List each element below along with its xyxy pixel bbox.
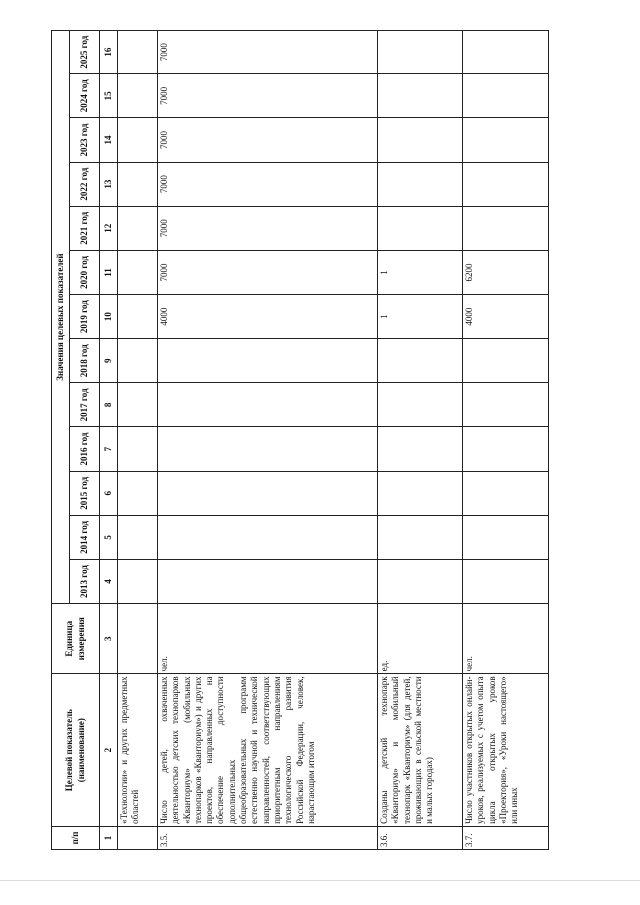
- row-value: [378, 31, 463, 74]
- row-value: [463, 559, 549, 603]
- row-value: [378, 339, 463, 383]
- col-number: 15: [100, 74, 118, 118]
- row-value: [463, 427, 549, 471]
- row-value: 7000: [158, 250, 378, 294]
- col-number: 6: [100, 471, 118, 515]
- row-value: 7000: [158, 206, 378, 250]
- row-value: [158, 339, 378, 383]
- row-value: [118, 162, 158, 206]
- table-row: [118, 31, 158, 850]
- header-indicator: Целевой показатель (наименование): [52, 674, 100, 827]
- row-unit: ед.: [378, 604, 463, 674]
- header-year: 2014 год: [70, 515, 100, 559]
- row-value: [463, 206, 549, 250]
- row-value: [158, 515, 378, 559]
- row-value: 4000: [158, 295, 378, 339]
- row-value: [118, 515, 158, 559]
- table-row: [158, 31, 378, 850]
- row-value: [118, 206, 158, 250]
- row-value: [378, 427, 463, 471]
- header-year: 2025 год: [70, 31, 100, 74]
- row-value: [118, 383, 158, 427]
- row-value: [158, 471, 378, 515]
- row-value: [463, 515, 549, 559]
- row-indicator-name: Число детей, охваченных деятельностью детских технопарков «Кванториум» (мобильных технопарков «Кванториум») и других проектов, направленных на обеспечение доступности дополнительных общеобразовательных программ естественно научной и технической направленностей, соответствующих приоритетным направлениям технологического развития Российской Федерации, человек, нарастающим итогом: [158, 674, 378, 827]
- col-number: 5: [100, 515, 118, 559]
- row-value: [158, 383, 378, 427]
- col-number: 7: [100, 427, 118, 471]
- header-year: 2024 год: [70, 74, 100, 118]
- header-pn: п/п: [52, 826, 100, 849]
- row-value: 7000: [158, 31, 378, 74]
- row-value: [378, 383, 463, 427]
- row-number: 3.6.: [378, 826, 463, 849]
- row-number: 3.7.: [463, 826, 549, 849]
- row-value: [463, 31, 549, 74]
- row-value: [463, 471, 549, 515]
- row-indicator-name: Число участников открытых онлайн-уроков, реализуемых с учетом опыта цикла открытых уроков «Проектория», «Уроки настоящего» или иных: [463, 674, 549, 827]
- header-unit: Единица измерения: [52, 604, 100, 674]
- col-number: 12: [100, 206, 118, 250]
- col-number: 11: [100, 250, 118, 294]
- row-value: [118, 74, 158, 118]
- header-year: 2023 год: [70, 118, 100, 162]
- col-number: 4: [100, 559, 118, 603]
- row-value: [118, 339, 158, 383]
- column-numbers-row: [100, 31, 118, 850]
- row-value: 6200: [463, 250, 549, 294]
- row-value: [118, 559, 158, 603]
- row-value: [378, 206, 463, 250]
- row-value: [463, 383, 549, 427]
- row-value: [378, 471, 463, 515]
- col-number: 2: [100, 674, 118, 827]
- row-value: 7000: [158, 162, 378, 206]
- col-number: 8: [100, 383, 118, 427]
- row-value: [378, 162, 463, 206]
- header-year: 2020 год: [70, 250, 100, 294]
- row-value: [463, 118, 549, 162]
- col-number: 1: [100, 826, 118, 849]
- col-number: 13: [100, 162, 118, 206]
- row-value: 7000: [158, 74, 378, 118]
- row-indicator-name: «Технологии» и других предметных областей: [118, 674, 158, 827]
- row-value: [378, 74, 463, 118]
- table-row: [378, 31, 463, 850]
- header-year: 2021 год: [70, 206, 100, 250]
- row-value: [118, 118, 158, 162]
- table-row: [463, 31, 549, 850]
- header-values-group: Значения целевых показателей: [52, 31, 70, 604]
- row-value: [463, 74, 549, 118]
- row-unit: чел.: [158, 604, 378, 674]
- row-value: [118, 31, 158, 74]
- row-value: 1: [378, 250, 463, 294]
- header-year: 2013 год: [70, 559, 100, 603]
- row-unit: [118, 604, 158, 674]
- row-value: 7000: [158, 118, 378, 162]
- row-value: [158, 427, 378, 471]
- row-number: [118, 826, 158, 849]
- rotated-table-frame: [51, 30, 548, 850]
- col-number: 9: [100, 339, 118, 383]
- row-value: [463, 162, 549, 206]
- page-bottom-rule: [0, 880, 640, 881]
- row-value: 4000: [463, 295, 549, 339]
- row-value: [463, 339, 549, 383]
- row-unit: чел.: [463, 604, 549, 674]
- target-indicators-table: [51, 30, 549, 850]
- row-value: [118, 250, 158, 294]
- row-value: [378, 559, 463, 603]
- col-number: 10: [100, 295, 118, 339]
- row-indicator-name: Созданы детский технопарк «Кванториум» и мобильный технопарк «Кванториум» (для детей, проживающих в сельской местности и малых городах): [378, 674, 463, 827]
- row-value: [158, 559, 378, 603]
- header-year: 2016 год: [70, 427, 100, 471]
- col-number: 3: [100, 604, 118, 674]
- row-value: [118, 471, 158, 515]
- header-year: 2015 год: [70, 471, 100, 515]
- row-value: 1: [378, 295, 463, 339]
- row-value: [118, 295, 158, 339]
- col-number: 16: [100, 31, 118, 74]
- row-value: [378, 118, 463, 162]
- row-number: 3.5.: [158, 826, 378, 849]
- header-year: 2022 год: [70, 162, 100, 206]
- col-number: 14: [100, 118, 118, 162]
- header-row-1: [52, 31, 70, 850]
- row-value: [378, 515, 463, 559]
- header-year: 2017 год: [70, 383, 100, 427]
- header-year: 2019 год: [70, 295, 100, 339]
- header-year: 2018 год: [70, 339, 100, 383]
- row-value: [118, 427, 158, 471]
